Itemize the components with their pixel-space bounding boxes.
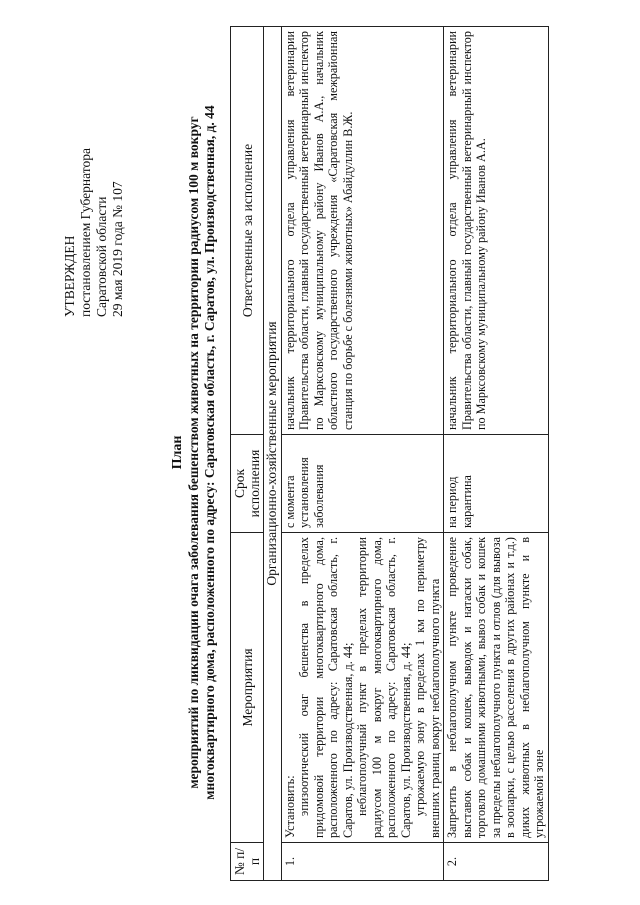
approval-line-2: постановлением Губернатора [78,148,93,317]
header-deadline: Срок исполнения [231,435,264,533]
approval-line-3: Саратовской области [94,196,109,317]
measure-paragraph: Запретить в неблагополучном пункте проведение выставок собак и кошек, выводок и натаски собак, торговлю домашними животными, вывоз собак и кошек за пределы неблагополучного пункта и отлов (для вывоза в зоопарки, с целью расселения в других районах и т.д.) диких животных в неблагополучном пункте и в угрожаемой зоне [445,537,546,838]
row-number: 2. [444,843,549,881]
row-deadline: на период карантина [444,435,549,533]
table-row [444,27,549,881]
section-row [264,27,282,881]
row-deadline: с момента установления заболевания [281,435,444,533]
measure-paragraph: неблагополучный пункт в пределах территории радиусом 100 м вокруг многоквартирного дома, расположенного по адресу: Саратовская область, г. Саратов, ул. Производственная, д. 44; [355,537,413,838]
row-responsible: начальник территориального отдела управления ветеринарии Правительства области, главный государственный ветеринарный инспектор по Марксовскому муниципальному району Иванов А.А. [444,27,549,435]
approval-line-1: УТВЕРЖДЕН [62,235,77,317]
row-number: 1. [281,843,444,881]
title-word: План [170,435,185,470]
measure-paragraph: угрожаемую зону в пределах 1 км по периметру внешних границ вокруг неблагополучного пункта [413,537,442,838]
header-num: № п/п [231,843,264,881]
measure-paragraph: эпизоотический очаг бешенства в пределах придомовой территории многоквартирного дома, расположенного по адресу: Саратовская область, г. Саратов, ул. Производственная, д. 44; [297,537,355,838]
header-measures: Мероприятия [231,533,264,843]
title-line-1: мероприятий по ликвидации очага заболевания бешенством животных на территории радиусом 100 м вокруг [186,116,201,789]
table-header-row [231,27,264,881]
approval-line-4: 29 мая 2019 года № 107 [110,181,125,317]
row-responsible: начальник территориального отдела управления ветеринарии Правительства области, главный государственный ветеринарный инспектор по Марксовскому муниципальному району Иванов А.А., начальник областного государственного учреждения «Саратовская межрайонная станция по борьбе с болезнями животных» Абайдуллин В.Ж. [281,27,444,435]
document-title [170,20,218,885]
row-measures [281,533,444,843]
approval-stamp [62,47,126,317]
table-row [281,27,444,881]
row-measures [444,533,549,843]
title-line-2: многоквартирного дома, расположенного по адресу: Саратовская область, г. Саратов, ул. Производственная, д. 44 [202,105,217,800]
header-responsible: Ответственные за исполнение [231,27,264,435]
section-title: Организационно-хозяйственные мероприятия [264,27,282,881]
measure-lead: Установить: [282,775,297,838]
plan-table [230,26,549,881]
